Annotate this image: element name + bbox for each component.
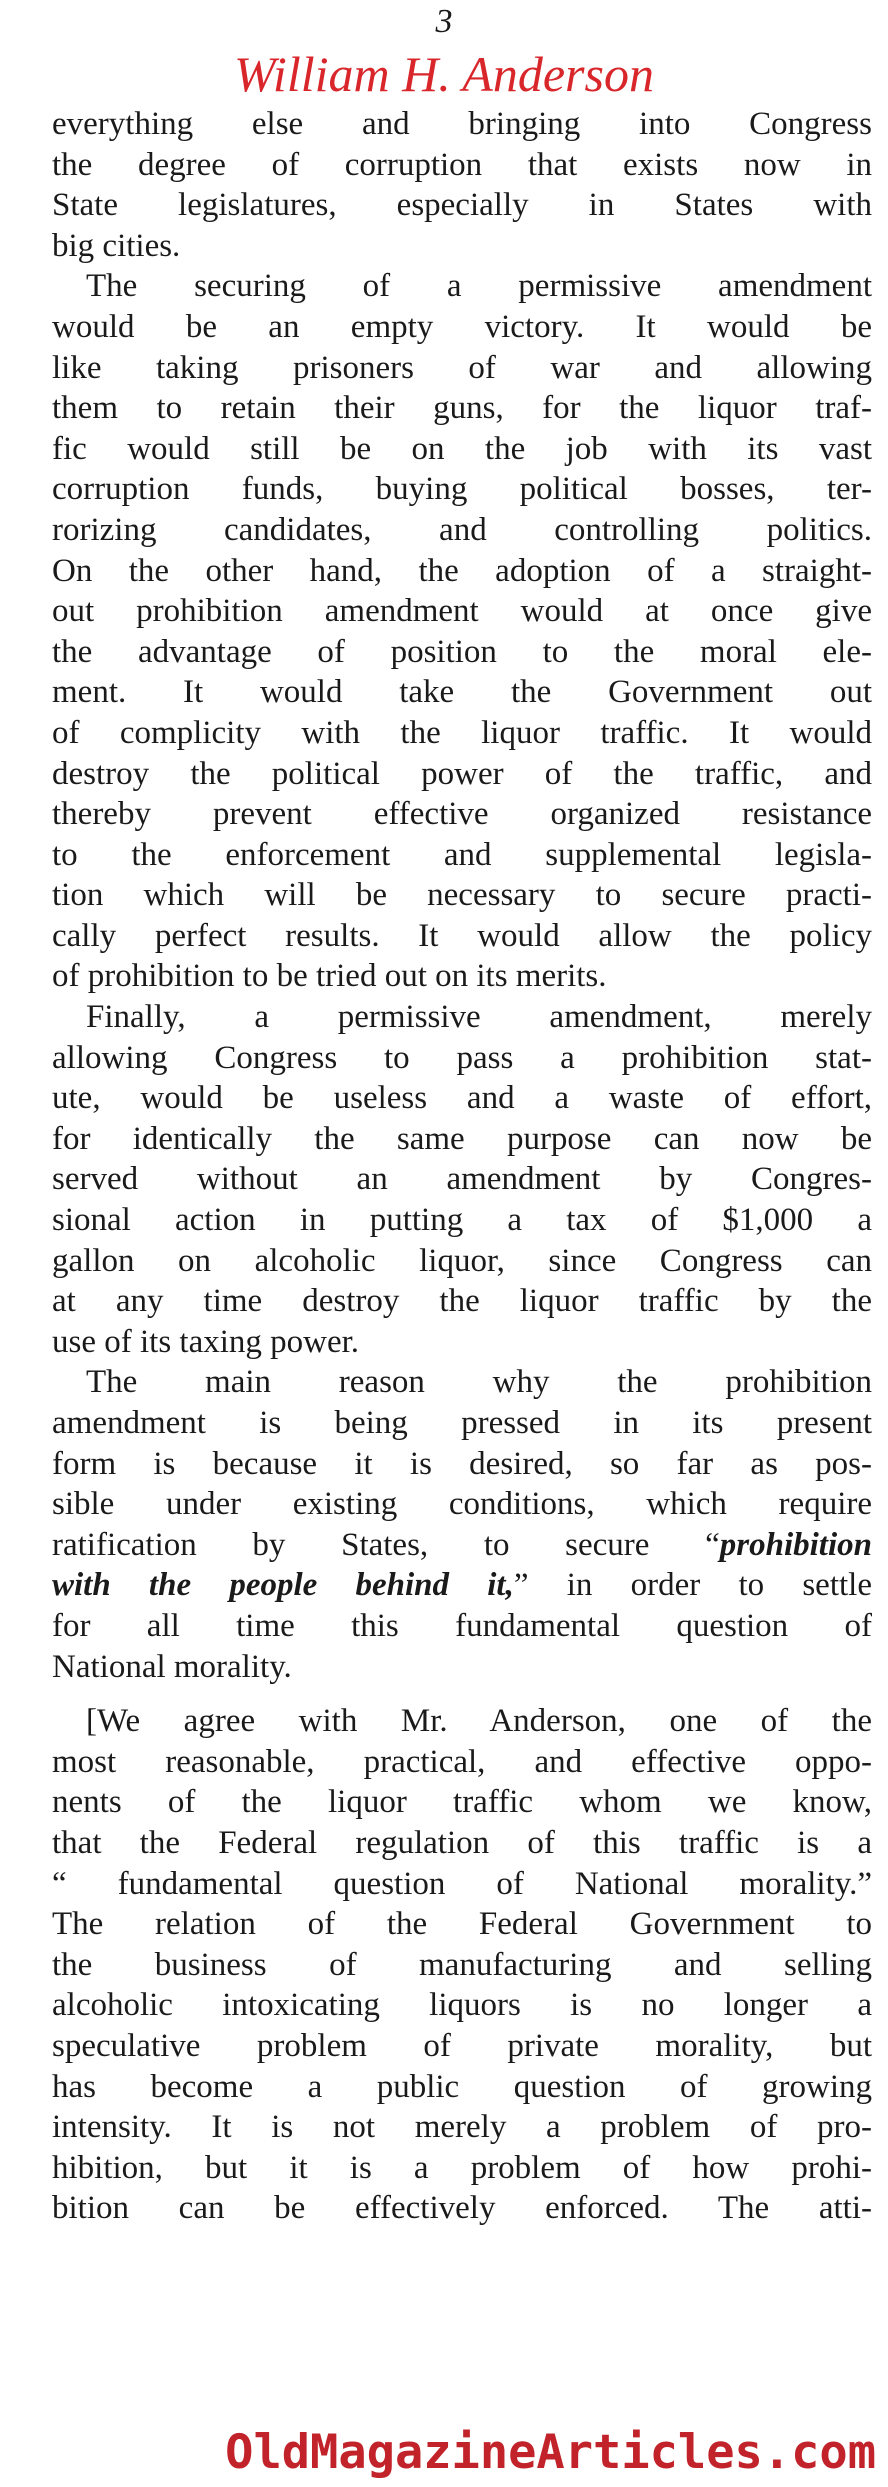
text-line: has become a public question of growing bbox=[52, 2068, 872, 2105]
text-line: everything else and bringing into Congress bbox=[52, 106, 872, 142]
text-line: served without an amendment by Congres- bbox=[52, 1161, 872, 1198]
text-line: form is because it is desired, so far as pos- bbox=[52, 1445, 872, 1482]
text-line-with-quote bbox=[52, 1565, 872, 1606]
text-line: gallon on alcoholic liquor, since Congress can bbox=[52, 1242, 872, 1279]
text-line: destroy the political power of the traffic, and bbox=[52, 755, 872, 792]
paragraph-3 bbox=[52, 997, 872, 1362]
paragraph-2 bbox=[52, 266, 872, 997]
text-line: to the enforcement and supplemental legisla- bbox=[52, 836, 872, 873]
quote-line-text: ratification by States, to secure “ bbox=[52, 1526, 720, 1563]
text-line: for all time this fundamental question of bbox=[52, 1607, 872, 1644]
text-line: for identically the same purpose can now be bbox=[52, 1120, 872, 1157]
page-number: 3 bbox=[435, 3, 453, 40]
text-line: that the Federal regulation of this traffic is a bbox=[52, 1824, 872, 1861]
text-line: “ fundamental question of National morality.” bbox=[52, 1865, 872, 1902]
text-line: fic would still be on the job with its vast bbox=[52, 430, 872, 467]
text-line: them to retain their guns, for the liquor traf- bbox=[52, 390, 872, 427]
text-line: sible under existing conditions, which require bbox=[52, 1486, 872, 1523]
text-line: Finally, a permissive amendment, merely bbox=[86, 999, 872, 1036]
text-line: would be an empty victory. It would be bbox=[52, 308, 872, 345]
text-line: big cities. bbox=[52, 227, 181, 264]
text-line: speculative problem of private morality, but bbox=[52, 2027, 872, 2064]
paragraph-4 bbox=[52, 1362, 872, 1687]
text-line: corruption funds, buying political bosses, ter- bbox=[52, 471, 872, 508]
text-line: tion which will be necessary to secure practi- bbox=[52, 877, 872, 914]
text-line: On the other hand, the adoption of a straight- bbox=[52, 552, 872, 589]
text-line: at any time destroy the liquor traffic by the bbox=[52, 1283, 872, 1320]
text-line: The securing of a permissive amendment bbox=[86, 268, 872, 305]
text-line: alcoholic intoxicating liquors is no longer a bbox=[52, 1987, 872, 2024]
quote-line-text: ” in order to settle bbox=[513, 1567, 872, 1604]
text-line: State legislatures, especially in States with bbox=[52, 187, 872, 224]
paragraph-1 bbox=[52, 104, 872, 266]
site-watermark: OldMagazineArticles.com bbox=[225, 2425, 876, 2480]
text-line: intensity. It is not merely a problem of pro- bbox=[52, 2109, 872, 2146]
text-line: sional action in putting a tax of $1,000 a bbox=[52, 1202, 872, 1239]
text-line: like taking prisoners of war and allowing bbox=[52, 349, 872, 386]
quote-emphasis: prohibition bbox=[719, 1526, 872, 1563]
text-line: hibition, but it is a problem of how prohi- bbox=[52, 2149, 872, 2186]
text-line-with-quote bbox=[52, 1525, 872, 1566]
text-line: nents of the liquor traffic whom we know, bbox=[52, 1784, 872, 1821]
text-line: The relation of the Federal Government to bbox=[52, 1906, 872, 1943]
text-line: ment. It would take the Government out bbox=[52, 674, 872, 711]
text-line: of prohibition to be tried out on its merits. bbox=[52, 958, 607, 995]
text-line: cally perfect results. It would allow the policy bbox=[52, 917, 872, 954]
text-line: [We agree with Mr. Anderson, one of the bbox=[86, 1703, 872, 1740]
text-line: use of its taxing power. bbox=[52, 1323, 360, 1360]
article-header-title: William H. Anderson bbox=[234, 46, 654, 102]
text-line: National morality. bbox=[52, 1648, 292, 1685]
text-line: thereby prevent effective organized resistance bbox=[52, 796, 872, 833]
text-line: out prohibition amendment would at once give bbox=[52, 593, 872, 630]
text-line: allowing Congress to pass a prohibition stat- bbox=[52, 1039, 872, 1076]
text-line: rorizing candidates, and controlling politics. bbox=[52, 511, 872, 548]
text-line: The main reason why the prohibition bbox=[86, 1364, 872, 1401]
text-line: of complicity with the liquor traffic. It would bbox=[52, 714, 872, 751]
text-line: the business of manufacturing and selling bbox=[52, 1946, 872, 1983]
text-line: amendment is being pressed in its present bbox=[52, 1405, 872, 1441]
text-line: the advantage of position to the moral ele- bbox=[52, 633, 872, 670]
quote-emphasis: with the people behind it, bbox=[52, 1567, 514, 1604]
text-line: the degree of corruption that exists now in bbox=[52, 146, 872, 183]
paragraph-5-editorial-note bbox=[52, 1701, 872, 2229]
text-line: bition can be effectively enforced. The atti- bbox=[52, 2190, 872, 2227]
text-line: ute, would be useless and a waste of effort, bbox=[52, 1080, 872, 1117]
text-line: most reasonable, practical, and effective oppo- bbox=[52, 1743, 872, 1780]
article-body bbox=[52, 104, 872, 2229]
